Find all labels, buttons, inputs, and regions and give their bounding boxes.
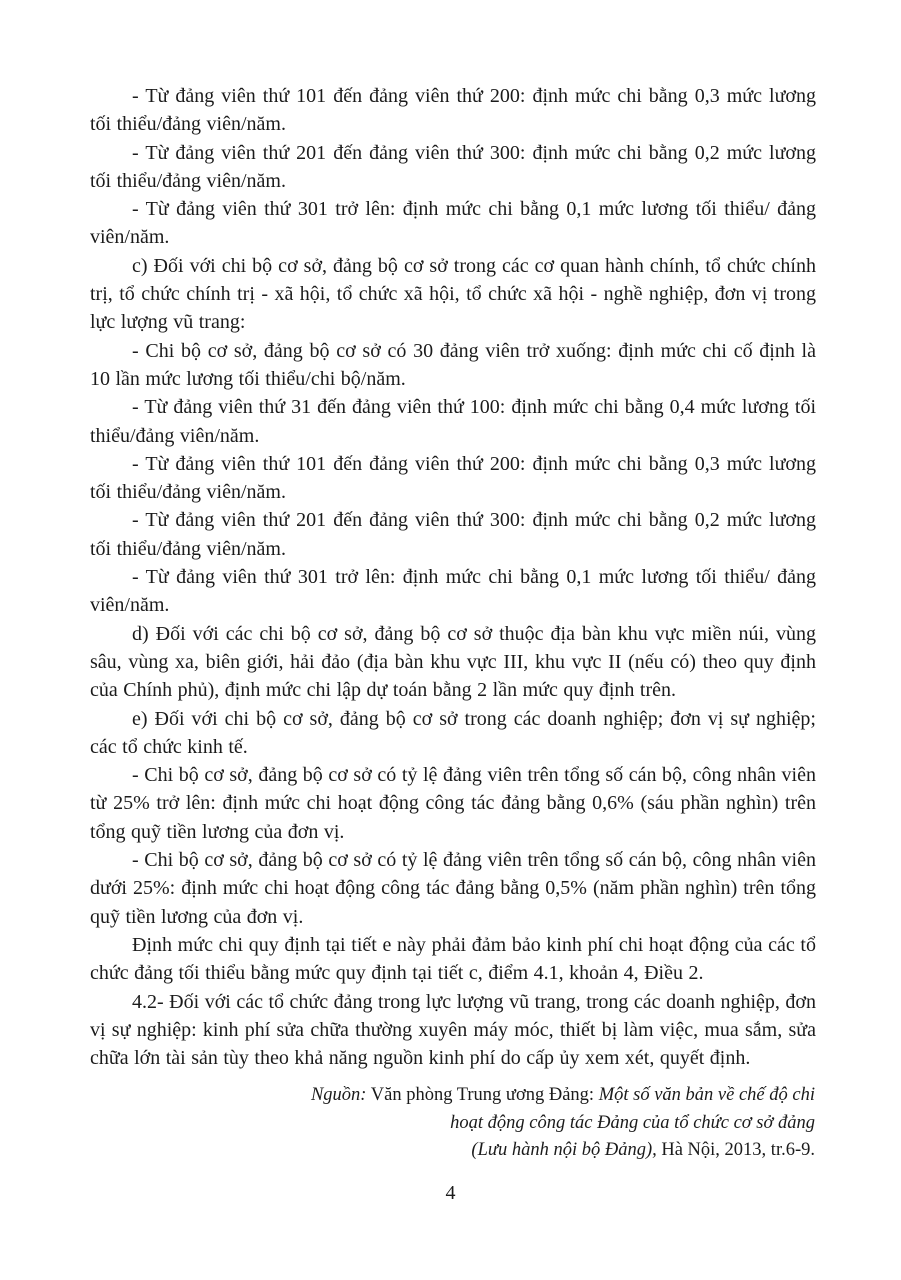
- paragraph: e) Đối với chi bộ cơ sở, đảng bộ cơ sở trong các doanh nghiệp; đơn vị sự nghiệp; các tổ chức kinh tế.: [90, 707, 816, 758]
- paragraph: 4.2- Đối với các tổ chức đảng trong lực lượng vũ trang, trong các doanh nghiệp, đơn vị sự nghiệp: kinh phí sửa chữa thường xuyên máy móc, thiết bị làm việc, mua sắm, sửa chữa lớn tài sản tùy theo khả năng nguồn kinh phí do cấp ủy xem xét, quyết định.: [90, 990, 816, 1070]
- page-number: 4: [445, 1182, 456, 1204]
- source-title-part-2: hoạt động công tác Đảng của tổ chức cơ sở đảng: [450, 1112, 815, 1133]
- paragraph: - Chi bộ cơ sở, đảng bộ cơ sở có 30 đảng viên trở xuống: định mức chi cố định là 10 lần mức lương tối thiểu/chi bộ/năm.: [90, 339, 816, 390]
- source-imprint: Hà Nội, 2013, tr.6-9.: [661, 1140, 815, 1160]
- source-title-part-1: Một số văn bản về chế độ chi: [598, 1085, 815, 1105]
- source-line-1: [255, 1082, 815, 1110]
- source-publisher: Văn phòng Trung ương Đảng:: [370, 1085, 595, 1105]
- source-line-3: [255, 1137, 815, 1165]
- paragraph: - Từ đảng viên thứ 301 trở lên: định mức chi bằng 0,1 mức lương tối thiểu/ đảng viên/năm.: [90, 566, 816, 617]
- paragraph: - Từ đảng viên thứ 201 đến đảng viên thứ 300: định mức chi bằng 0,2 mức lương tối thiểu/đảng viên/năm.: [90, 509, 816, 560]
- paragraph: - Chi bộ cơ sở, đảng bộ cơ sở có tỷ lệ đảng viên trên tổng số cán bộ, công nhân viên từ 25% trở lên: định mức chi hoạt động công tác đảng bằng 0,6% (sáu phần nghìn) trên tổng quỹ tiền lương của đơn vị.: [90, 764, 816, 843]
- paragraph: - Từ đảng viên thứ 301 trở lên: định mức chi bằng 0,1 mức lương tối thiểu/ đảng viên/năm.: [90, 198, 816, 249]
- source-citation: [255, 1082, 815, 1165]
- source-note: (Lưu hành nội bộ Đảng),: [471, 1140, 657, 1160]
- paragraph: - Từ đảng viên thứ 101 đến đảng viên thứ 200: định mức chi bằng 0,3 mức lương tối thiểu/đảng viên/năm.: [90, 85, 816, 136]
- paragraph: c) Đối với chi bộ cơ sở, đảng bộ cơ sở trong các cơ quan hành chính, tổ chức chính trị, tổ chức chính trị - xã hội, tổ chức xã hội, tổ chức xã hội - nghề nghiệp, đơn vị trong lực lượng vũ trang:: [90, 254, 816, 334]
- source-label: Nguồn:: [310, 1085, 367, 1105]
- source-line-2: [255, 1110, 815, 1138]
- paragraph: Định mức chi quy định tại tiết e này phải đảm bảo kinh phí chi hoạt động của các tổ chức đảng tối thiểu bằng mức quy định tại tiết c, điểm 4.1, khoản 4, Điều 2.: [90, 933, 816, 985]
- paragraph: - Chi bộ cơ sở, đảng bộ cơ sở có tỷ lệ đảng viên trên tổng số cán bộ, công nhân viên dưới 25%: định mức chi hoạt động công tác đảng bằng 0,5% (năm phần nghìn) trên tổng quỹ tiền lương của đơn vị.: [90, 849, 816, 928]
- paragraph: - Từ đảng viên thứ 31 đến đảng viên thứ 100: định mức chi bằng 0,4 mức lương tối thiểu/đảng viên/năm.: [90, 396, 816, 447]
- paragraph: d) Đối với các chi bộ cơ sở, đảng bộ cơ sở thuộc địa bàn khu vực miền núi, vùng sâu, vùng xa, biên giới, hải đảo (địa bàn khu vực III, khu vực II (nếu có) theo quy định của Chính phủ), định mức chi lập dự toán bằng 2 lần mức quy định trên.: [90, 622, 816, 702]
- main-text-block: [90, 82, 816, 1072]
- paragraph: - Từ đảng viên thứ 201 đến đảng viên thứ 300: định mức chi bằng 0,2 mức lương tối thiểu/đảng viên/năm.: [90, 141, 816, 192]
- paragraph: - Từ đảng viên thứ 101 đến đảng viên thứ 200: định mức chi bằng 0,3 mức lương tối thiểu/đảng viên/năm.: [90, 452, 816, 504]
